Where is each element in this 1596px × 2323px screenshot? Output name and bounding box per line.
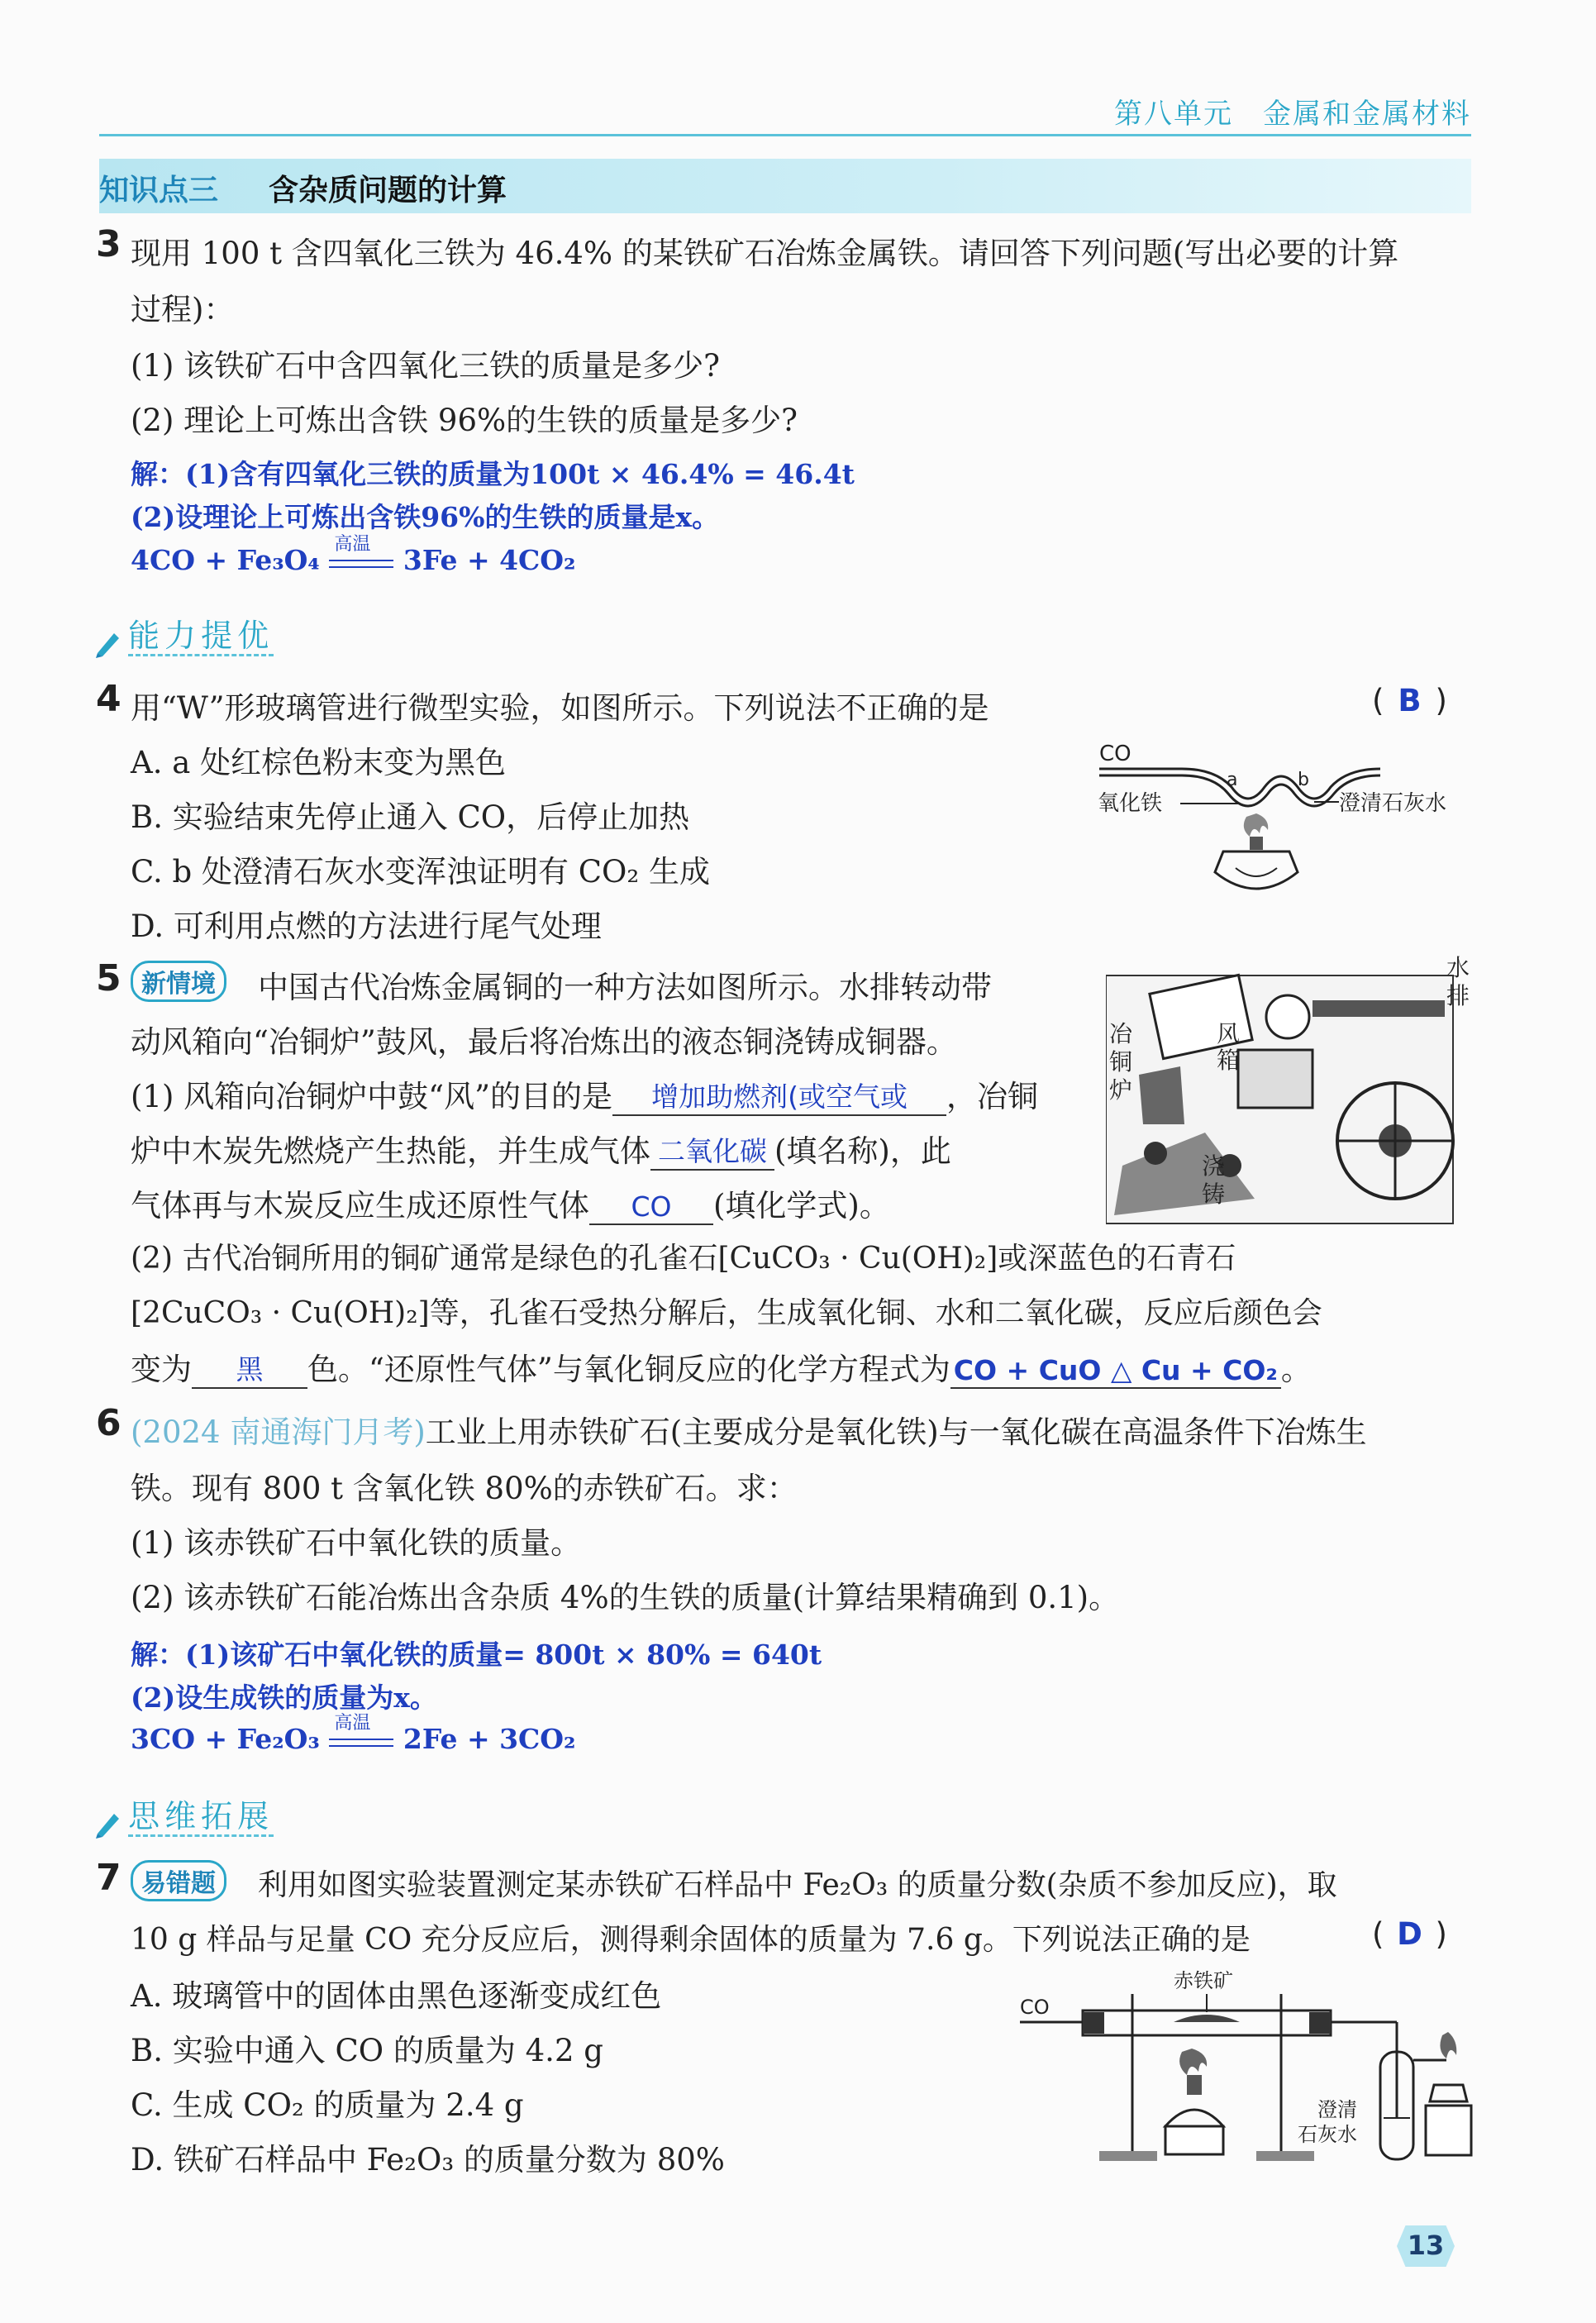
q5-sub1-line2 <box>131 1126 951 1171</box>
question-number-7: 7 <box>96 1857 121 1899</box>
section-ability <box>91 610 274 660</box>
q3-sub1: (1) 该铁矿石中含四氧化三铁的质量是多少? <box>131 348 721 384</box>
fig5-label-drive: 排 <box>1446 982 1470 1009</box>
knowledge-point-band <box>99 159 1471 213</box>
fig7-co-label: CO <box>1020 1996 1050 2019</box>
q4-answer-box: ( B ) <box>1372 683 1447 718</box>
q3-eq-right: 3Fe + 4CO₂ <box>403 544 576 576</box>
q3-eq-left: 4CO + Fe₃O₄ <box>131 544 320 576</box>
q5-stem-line2: 动风箱向“冶铜炉”鼓风，最后将冶炼出的液态铜浇铸成铜器。 <box>131 1024 957 1060</box>
fig5-label-cast: 铸 <box>1202 1181 1226 1208</box>
q5-sub1-text-c: 炉中木炭先燃烧产生热能，并生成气体 <box>131 1133 650 1169</box>
q3-answer-line1: 解：(1)含有四氧化三铁的质量为100t × 46.4% = 46.4t <box>131 458 855 490</box>
section-ability-title: 能力提优 <box>128 618 274 656</box>
fig4-a-label: a <box>1227 770 1238 790</box>
fig4-left-label: 氧化铁 <box>1098 791 1163 816</box>
q5-blank-1 <box>612 1076 946 1116</box>
q7-tag-error-prone: 易错题 <box>131 1860 226 1901</box>
q3-sub2: (2) 理论上可炼出含铁 96%的生铁的质量是多少? <box>131 403 798 438</box>
q6-sub2: (2) 该赤铁矿石能冶炼出含杂质 4%的生铁的质量(计算结果精确到 0.1)。 <box>131 1580 1120 1615</box>
q3-stem-line2: 过程)： <box>131 292 235 327</box>
q5-blank-2 <box>650 1130 774 1171</box>
q6-sub1: (1) 该赤铁矿石中氧化铁的质量。 <box>131 1525 582 1561</box>
knowledge-title: 含杂质问题的计算 <box>269 174 507 207</box>
q5-sub2-line2: [2CuCO₃ · Cu(OH)₂]等，孔雀石受热分解后，生成氧化铜、水和二氧化碳，反应后颜色会 <box>131 1296 1322 1330</box>
q7-tag-wrap <box>131 1860 226 1901</box>
q4-option-a: A. a 处红棕色粉末变为黑色 <box>131 745 507 780</box>
q5-sub1-line3 <box>131 1181 890 1225</box>
q3-equation <box>131 534 576 576</box>
question-number-4: 4 <box>96 678 121 720</box>
q3-eq-arrow <box>329 534 393 575</box>
q5-blank-5-answer: CO + CuO △ Cu + CO₂ <box>953 1354 1278 1386</box>
q7-option-b: B. 实验中通入 CO 的质量为 4.2 g <box>131 2033 603 2068</box>
q5-blank-3-answer: CO <box>631 1190 672 1223</box>
fig4-right-label: 澄清石灰水 <box>1339 791 1447 816</box>
q5-sub1-text-f: (填化学式)。 <box>713 1188 890 1224</box>
question-number-5: 5 <box>96 957 121 999</box>
q5-blank-3 <box>589 1188 713 1225</box>
q5-tag-new-context: 新情境 <box>131 961 226 1002</box>
q5-sub1-text-e: 气体再与木炭反应生成还原性气体 <box>131 1188 589 1224</box>
q6-eq-left: 3CO + Fe₂O₃ <box>131 1723 320 1755</box>
q7-option-a: A. 玻璃管中的固体由黑色逐渐变成红色 <box>131 1978 662 2014</box>
q6-source: (2024 南通海门月考) <box>131 1414 426 1450</box>
q6-eq-condition: 高温 <box>334 1713 371 1734</box>
q4-stem: 用“W”形玻璃管进行微型实验，如图所示。下列说法不正确的是 <box>131 690 989 726</box>
q3-stem-line1: 现用 100 t 含四氧化三铁为 46.4% 的某铁矿石冶炼金属铁。请回答下列问题(写出必要的计算 <box>131 236 1399 271</box>
fig5-label-smelt: 冶 <box>1109 1020 1133 1047</box>
q5-sub1-text-b: ，冶铜 <box>946 1079 1039 1114</box>
q5-sub2-line3 <box>131 1344 1312 1389</box>
q4-option-b: B. 实验结束先停止通入 CO，后停止加热 <box>131 799 690 835</box>
q5-sub1-text-a: (1) 风箱向冶铜炉中鼓“风”的目的是 <box>131 1079 613 1114</box>
q6-eq-arrow <box>329 1713 393 1753</box>
q4-w-tube-figure <box>1091 727 1479 909</box>
q5-blank-5 <box>950 1352 1281 1389</box>
pencil-icon <box>91 1807 124 1840</box>
section-thinking-title: 思维拓展 <box>128 1798 274 1837</box>
q5-blank-2-answer: 二氧化碳 <box>658 1135 767 1167</box>
q5-stem-line1: 中国古代冶炼金属铜的一种方法如图所示。水排转动带 <box>258 970 992 1005</box>
fig7-ore-label: 赤铁矿 <box>1174 1969 1233 1992</box>
q4-option-d: D. 可利用点燃的方法进行尾气处理 <box>131 909 602 944</box>
q3-answer-line2: (2)设理论上可炼出含铁96%的生铁的质量是x。 <box>131 501 720 533</box>
fig5-label-wind: 风 <box>1217 1020 1241 1047</box>
q5-blank-1-answer: 增加助燃剂(或空气或 <box>651 1080 908 1113</box>
fig5-label-copper: 铜 <box>1109 1048 1133 1076</box>
q6-answer-line2: (2)设生成铁的质量为x。 <box>131 1681 437 1714</box>
q5-sub1-text-d: (填名称)，此 <box>774 1133 951 1169</box>
q6-eq-right: 2Fe + 3CO₂ <box>403 1723 576 1755</box>
q7-answer-box: ( D ) <box>1372 1916 1447 1952</box>
q5-sub2-text-c: 。 <box>1280 1352 1312 1387</box>
q6-stem-text: 工业上用赤铁矿石(主要成分是氧化铁)与一氧化碳在高温条件下冶炼生 <box>425 1414 1367 1450</box>
fig4-co-label: CO <box>1099 742 1131 766</box>
q5-tag-wrap <box>131 961 226 1002</box>
q5-blank-4 <box>192 1348 307 1389</box>
fig5-label-pour: 浇 <box>1202 1152 1226 1180</box>
q5-sub2-text-b: 色。“还原性气体”与氧化铜反应的化学方程式为 <box>307 1352 950 1387</box>
pencil-icon <box>91 627 124 660</box>
q5-blank-4-answer: 黑 <box>236 1353 264 1386</box>
q7-answer: D <box>1397 1916 1422 1952</box>
unit-title: 第八单元 金属和金属材料 <box>1114 98 1471 131</box>
q7-stem-line2: 10 g 样品与足量 CO 充分反应后，测得剩余固体的质量为 7.6 g。下列说法正确的是 <box>131 1923 1251 1957</box>
q5-ancient-smelting-figure <box>1106 951 1479 1232</box>
section-thinking <box>91 1791 274 1840</box>
running-header <box>99 91 1471 136</box>
q4-answer: B <box>1398 683 1422 718</box>
fig5-label-box: 箱 <box>1217 1047 1241 1074</box>
fig4-b-label: b <box>1298 770 1309 790</box>
q4-option-c: C. b 处澄清石灰水变浑浊证明有 CO₂ 生成 <box>131 854 710 890</box>
q5-sub2-text-a: 变为 <box>131 1352 192 1387</box>
fig7-lime-label-2: 石灰水 <box>1298 2123 1357 2146</box>
q6-stem-line1 <box>131 1407 1367 1452</box>
question-number-3: 3 <box>96 223 121 265</box>
q5-sub1-line1 <box>131 1071 1038 1116</box>
q6-stem-line2: 铁。现有 800 t 含氧化铁 80%的赤铁矿石。求： <box>131 1471 798 1506</box>
q5-sub2-line1: (2) 古代冶铜所用的铜矿通常是绿色的孔雀石[CuCO₃ · Cu(OH)₂]或深蓝色的石青石 <box>131 1242 1236 1276</box>
fig5-label-furnace: 炉 <box>1109 1076 1133 1104</box>
page-number: 13 <box>1407 2230 1445 2261</box>
q6-equation <box>131 1713 576 1755</box>
q6-answer-line1: 解：(1)该矿石中氧化铁的质量= 800t × 80% = 640t <box>131 1639 822 1671</box>
q7-option-d: D. 铁矿石样品中 Fe₂O₃ 的质量分数为 80% <box>131 2142 725 2178</box>
q7-option-c: C. 生成 CO₂ 的质量为 2.4 g <box>131 2087 524 2123</box>
fig7-lime-label-1: 澄清 <box>1317 2098 1357 2121</box>
question-number-6: 6 <box>96 1402 121 1444</box>
knowledge-label: 知识点三 <box>99 174 219 207</box>
fig5-label-water: 水 <box>1446 954 1470 981</box>
q7-stem-line1: 利用如图实验装置测定某赤铁矿石样品中 Fe₂O₃ 的质量分数(杂质不参加反应)，取 <box>258 1868 1337 1902</box>
q7-apparatus-figure <box>1017 1961 1479 2176</box>
q3-eq-condition: 高温 <box>334 534 371 555</box>
